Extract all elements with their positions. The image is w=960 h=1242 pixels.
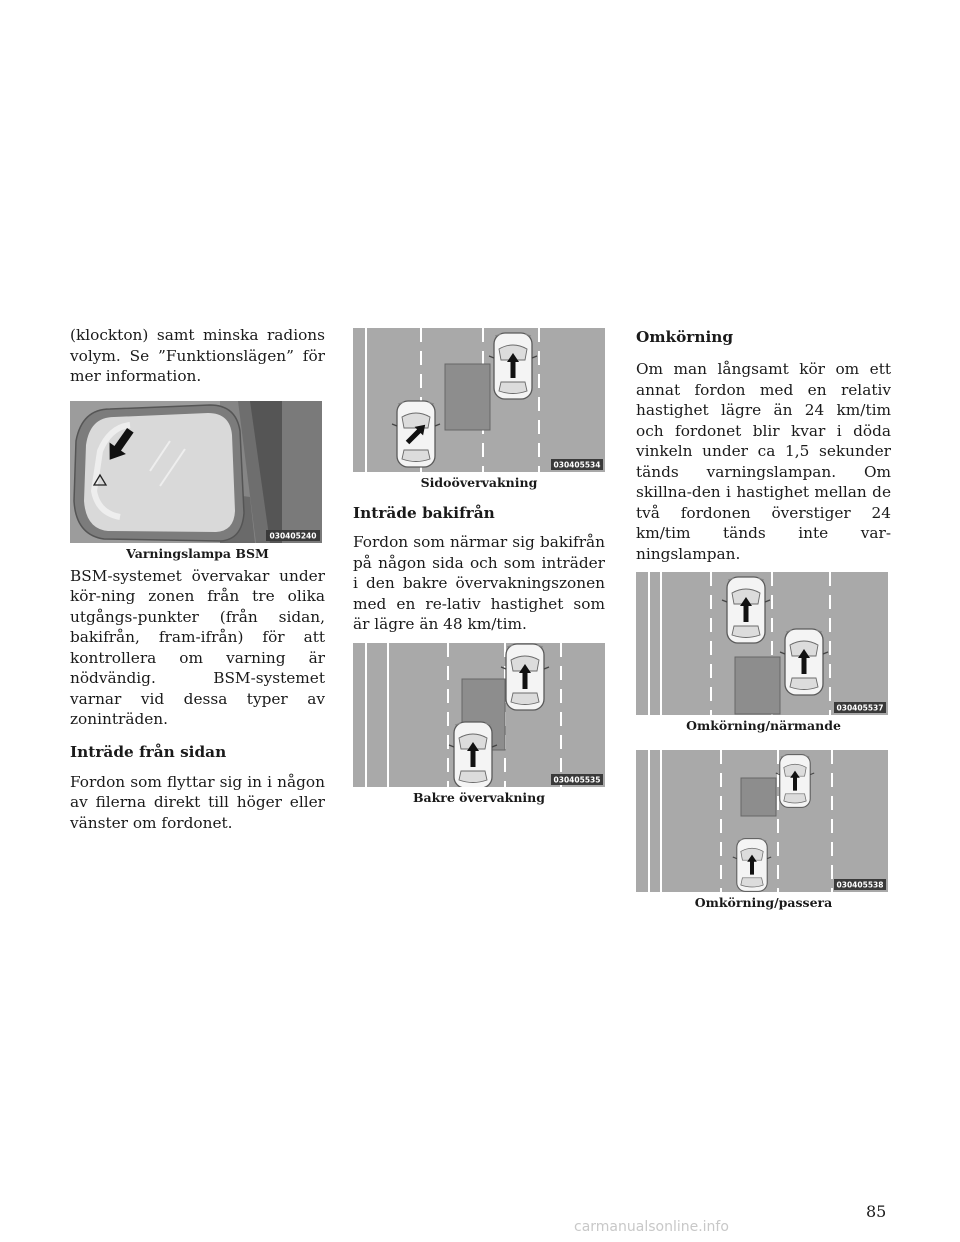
bsm-paragraph: BSM-systemet övervakar under kör-ning zonen från tre olika utgångs-punkter (från sidan, bakifrån, fram-ifrån) för att kontrollera om varning är nödvändig. BSM-systemet varnar vid dessa typer av zoninträden. [70,566,325,728]
side-entry-paragraph: Fordon som flyttar sig in i någon av filerna direkt till höger eller vänster om fordonet. [70,772,325,832]
heading-rear-entry: Inträde bakifrån [353,504,495,522]
figure-code: 030405538 [836,880,884,890]
column-left [70,325,325,833]
figure-overtake-approach [636,572,891,734]
rear-monitoring-diagram [353,643,605,787]
figure-caption: Varningslampa BSM [126,545,269,561]
figure-rear-monitoring [353,643,605,806]
figure-caption: Sidoövervakning [420,475,538,490]
overtake-pass-diagram [636,750,888,892]
figure-code: 030405534 [553,460,601,470]
intro-text: (klockton) samt minska radions volym. Se ”Funktionslägen” för mer information. [70,326,325,385]
overtake-paragraph: Om man långsamt kör om ett annat fordon med en relativ hastighet lägre än 24 km/tim och fordonet blir kvar i döda vinkeln under ca 1,5 sekunder tänds varningslampan. Om skillna-den i hastighet mellan de två fordonen överstiger 24 km/tim tänds inte var-ningslampan. [636,360,891,563]
heading-overtake: Omkörning [636,328,734,346]
figure-overtake-pass [636,750,891,911]
figure-caption: Bakre övervakning [412,789,546,805]
figure-code: 030405240 [269,531,317,540]
mirror-illustration [70,401,322,543]
column-middle [353,325,605,806]
watermark: carmanualsonline.info [574,1219,729,1235]
overtake-approach-diagram [636,572,888,715]
rear-entry-paragraph: Fordon som närmar sig bakifrån på någon sida och som inträder i den bakre övervakningszonen med en re-lativ hastighet som är lägre än 48 km/tim. [353,533,605,633]
side-monitoring-diagram [353,328,605,472]
figure-code: 030405537 [836,703,884,713]
figure-caption: Omkörning/passera [694,895,833,910]
column-right [636,325,891,911]
figure-side-monitoring [353,328,605,491]
page-number: 85 [866,1202,887,1221]
heading-side-entry: Inträde från sidan [70,742,227,761]
figure-bsm-mirror [70,401,325,562]
figure-caption: Omkörning/närmande [686,718,841,733]
figure-code: 030405535 [553,775,601,784]
